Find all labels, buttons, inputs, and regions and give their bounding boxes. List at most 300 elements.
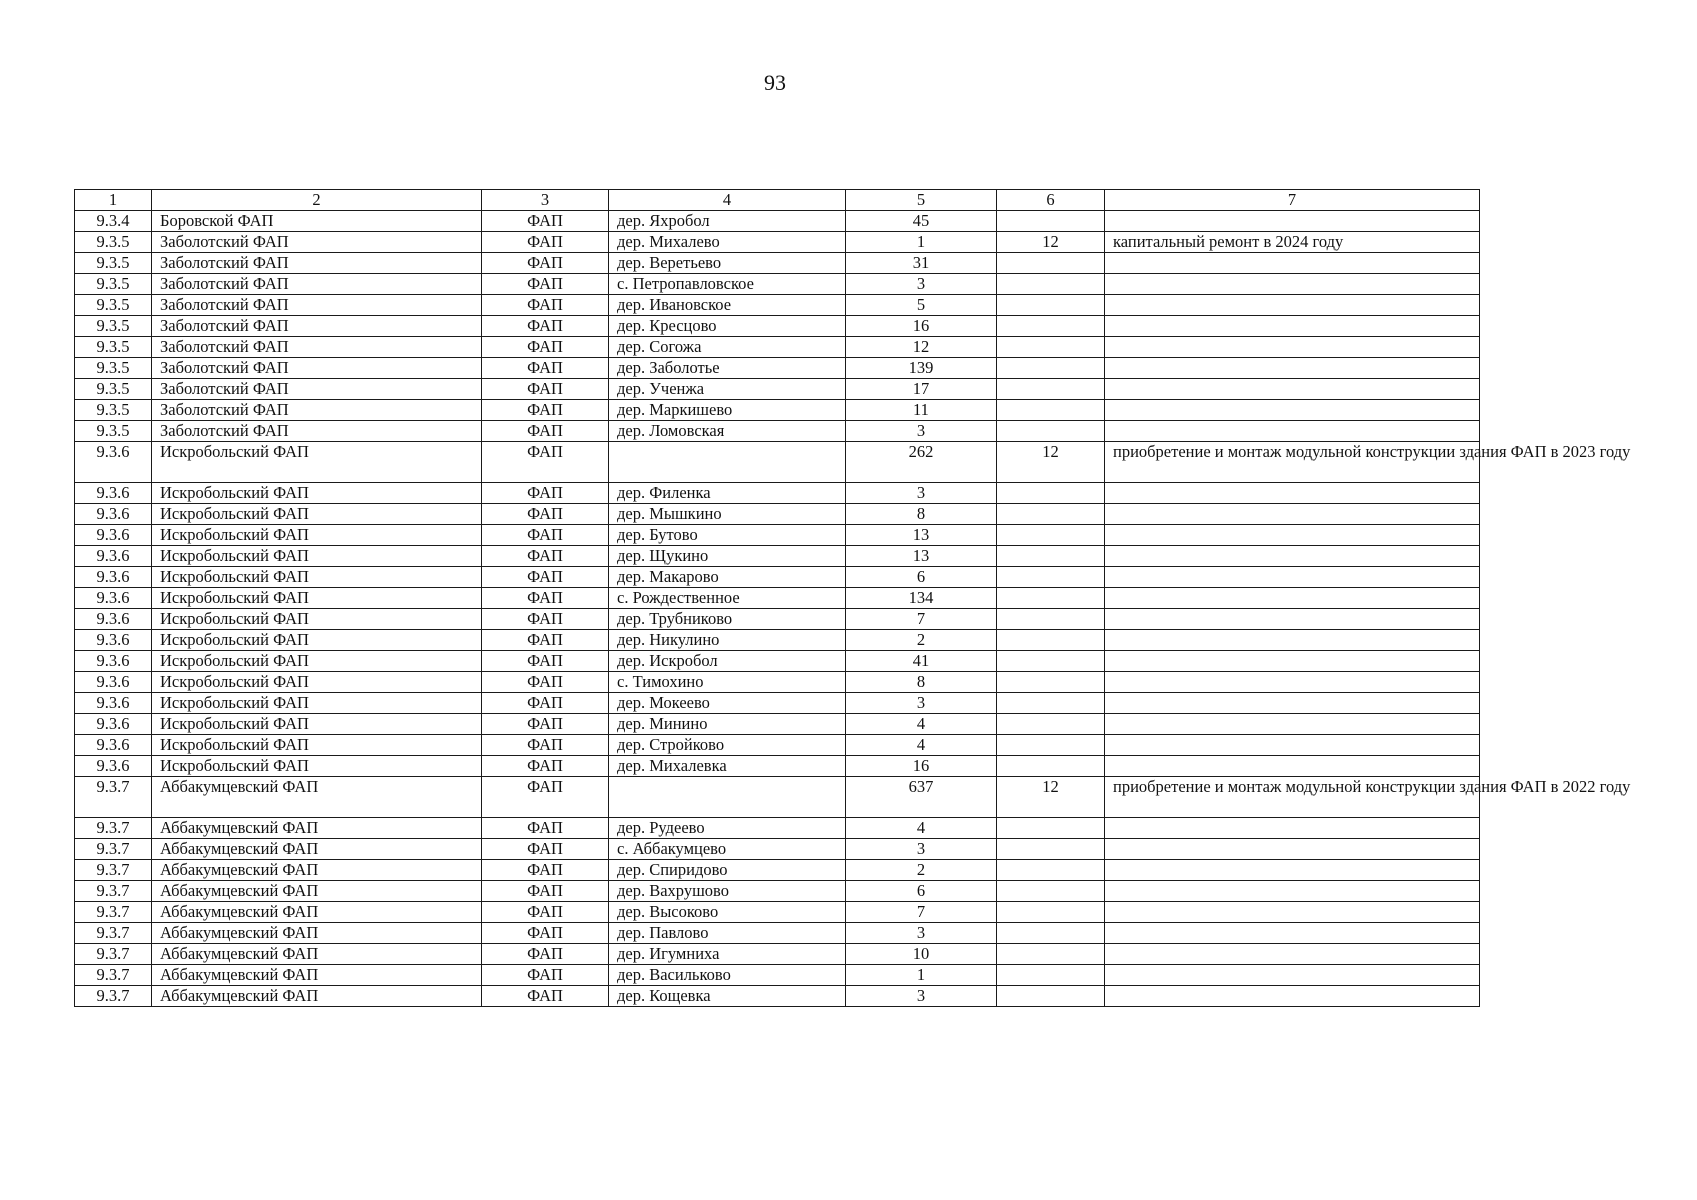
population-count: 2 [846, 630, 997, 651]
population-count: 16 [846, 756, 997, 777]
settlement-name: с. Рождественное [609, 588, 846, 609]
note-text [1105, 400, 1480, 421]
facility-type: ФАП [482, 902, 609, 923]
settlement-name: дер. Игумниха [609, 944, 846, 965]
table-body [75, 211, 1631, 1007]
facility-name: Заболотский ФАП [152, 295, 482, 316]
population-count: 1 [846, 232, 997, 253]
table-row [75, 777, 1480, 818]
item-code: 9.3.5 [75, 253, 152, 274]
facility-type: ФАП [482, 651, 609, 672]
note-text [1105, 211, 1480, 232]
facility-type: ФАП [482, 818, 609, 839]
table-row [75, 902, 1480, 923]
population-count: 13 [846, 525, 997, 546]
note-text: капитальный ремонт в 2024 году [1105, 232, 1480, 253]
item-code: 9.3.6 [75, 609, 152, 630]
settlement-name: дер. Кресцово [609, 316, 846, 337]
note-text [1105, 672, 1480, 693]
facility-name: Аббакумцевский ФАП [152, 881, 482, 902]
facility-name: Искробольский ФАП [152, 693, 482, 714]
term-value [997, 274, 1105, 295]
facility-type: ФАП [482, 777, 609, 818]
facility-name: Искробольский ФАП [152, 630, 482, 651]
facility-name: Заболотский ФАП [152, 421, 482, 442]
facility-name: Искробольский ФАП [152, 714, 482, 735]
facility-type: ФАП [482, 483, 609, 504]
facility-name: Аббакумцевский ФАП [152, 777, 482, 818]
facility-type: ФАП [482, 379, 609, 400]
item-code: 9.3.5 [75, 400, 152, 421]
column-header: 7 [1105, 190, 1480, 211]
term-value [997, 567, 1105, 588]
note-text [1105, 567, 1480, 588]
facility-name: Искробольский ФАП [152, 756, 482, 777]
term-value [997, 337, 1105, 358]
facility-type: ФАП [482, 232, 609, 253]
population-count: 4 [846, 818, 997, 839]
facility-name: Заболотский ФАП [152, 400, 482, 421]
term-value [997, 588, 1105, 609]
facility-name: Заболотский ФАП [152, 379, 482, 400]
term-value [997, 839, 1105, 860]
item-code: 9.3.7 [75, 839, 152, 860]
item-code: 9.3.6 [75, 442, 152, 483]
column-header: 1 [75, 190, 152, 211]
item-code: 9.3.5 [75, 274, 152, 295]
settlement-name: с. Аббакумцево [609, 839, 846, 860]
term-value [997, 295, 1105, 316]
table-row [75, 756, 1480, 777]
note-text [1105, 295, 1480, 316]
facility-name: Искробольский ФАП [152, 651, 482, 672]
facility-type: ФАП [482, 714, 609, 735]
item-code: 9.3.5 [75, 379, 152, 400]
note-text [1105, 379, 1480, 400]
note-text [1105, 860, 1480, 881]
term-value [997, 504, 1105, 525]
term-value [997, 818, 1105, 839]
table-row [75, 253, 1480, 274]
facility-type: ФАП [482, 986, 609, 1007]
population-count: 262 [846, 442, 997, 483]
facility-type: ФАП [482, 253, 609, 274]
table-header [75, 190, 1480, 211]
table-row [75, 211, 1480, 232]
term-value: 12 [997, 232, 1105, 253]
item-code: 9.3.6 [75, 588, 152, 609]
term-value [997, 944, 1105, 965]
table-row [75, 839, 1480, 860]
facility-name: Аббакумцевский ФАП [152, 965, 482, 986]
settlement-name: дер. Никулино [609, 630, 846, 651]
settlement-name: дер. Ивановское [609, 295, 846, 316]
table-row [75, 588, 1480, 609]
settlement-name: дер. Мышкино [609, 504, 846, 525]
table-row [75, 232, 1480, 253]
settlement-name: дер. Минино [609, 714, 846, 735]
facility-type: ФАП [482, 421, 609, 442]
term-value [997, 609, 1105, 630]
settlement-name: дер. Кощевка [609, 986, 846, 1007]
settlement-name: дер. Спиридово [609, 860, 846, 881]
item-code: 9.3.7 [75, 860, 152, 881]
facility-type: ФАП [482, 839, 609, 860]
settlement-name: дер. Васильково [609, 965, 846, 986]
item-code: 9.3.5 [75, 232, 152, 253]
facility-type: ФАП [482, 567, 609, 588]
facility-type: ФАП [482, 442, 609, 483]
table-row [75, 295, 1480, 316]
facility-name: Аббакумцевский ФАП [152, 986, 482, 1007]
facility-name: Аббакумцевский ФАП [152, 839, 482, 860]
population-count: 3 [846, 923, 997, 944]
term-value [997, 965, 1105, 986]
note-text [1105, 421, 1480, 442]
table-row [75, 337, 1480, 358]
settlement-name: дер. Ученжа [609, 379, 846, 400]
population-count: 16 [846, 316, 997, 337]
note-text [1105, 714, 1480, 735]
item-code: 9.3.5 [75, 421, 152, 442]
item-code: 9.3.6 [75, 483, 152, 504]
term-value [997, 211, 1105, 232]
table-row [75, 965, 1480, 986]
term-value [997, 735, 1105, 756]
facility-type: ФАП [482, 211, 609, 232]
facility-type: ФАП [482, 316, 609, 337]
facility-type: ФАП [482, 504, 609, 525]
item-code: 9.3.7 [75, 944, 152, 965]
settlement-name: с. Петропавловское [609, 274, 846, 295]
facility-type: ФАП [482, 400, 609, 421]
population-count: 13 [846, 546, 997, 567]
facility-name: Аббакумцевский ФАП [152, 860, 482, 881]
facility-name: Заболотский ФАП [152, 358, 482, 379]
item-code: 9.3.6 [75, 714, 152, 735]
settlement-name [609, 442, 846, 483]
note-text [1105, 986, 1480, 1007]
table-row [75, 714, 1480, 735]
note-text [1105, 358, 1480, 379]
table-row [75, 693, 1480, 714]
item-code: 9.3.6 [75, 630, 152, 651]
facility-type: ФАП [482, 358, 609, 379]
item-code: 9.3.5 [75, 295, 152, 316]
table-row [75, 400, 1480, 421]
note-text [1105, 316, 1480, 337]
facility-type: ФАП [482, 337, 609, 358]
term-value [997, 714, 1105, 735]
settlement-name: дер. Согожа [609, 337, 846, 358]
facility-name: Искробольский ФАП [152, 483, 482, 504]
facility-name: Искробольский ФАП [152, 672, 482, 693]
facility-type: ФАП [482, 860, 609, 881]
item-code: 9.3.7 [75, 777, 152, 818]
item-code: 9.3.5 [75, 358, 152, 379]
settlement-name: дер. Ломовская [609, 421, 846, 442]
population-count: 7 [846, 902, 997, 923]
table-row [75, 944, 1480, 965]
item-code: 9.3.7 [75, 923, 152, 944]
note-text [1105, 944, 1480, 965]
note-text [1105, 630, 1480, 651]
population-count: 5 [846, 295, 997, 316]
facility-type: ФАП [482, 546, 609, 567]
note-text [1105, 504, 1480, 525]
term-value [997, 756, 1105, 777]
column-header: 4 [609, 190, 846, 211]
settlement-name: дер. Павлово [609, 923, 846, 944]
item-code: 9.3.7 [75, 965, 152, 986]
population-count: 8 [846, 504, 997, 525]
note-text [1105, 881, 1480, 902]
facility-type: ФАП [482, 630, 609, 651]
facility-name: Заболотский ФАП [152, 253, 482, 274]
term-value [997, 253, 1105, 274]
settlement-name: дер. Рудеево [609, 818, 846, 839]
population-count: 11 [846, 400, 997, 421]
facility-name: Аббакумцевский ФАП [152, 923, 482, 944]
item-code: 9.3.6 [75, 525, 152, 546]
settlement-name: дер. Заболотье [609, 358, 846, 379]
item-code: 9.3.6 [75, 651, 152, 672]
settlement-name: дер. Искробол [609, 651, 846, 672]
facility-type: ФАП [482, 944, 609, 965]
table-row [75, 567, 1480, 588]
settlement-name: дер. Стройково [609, 735, 846, 756]
population-count: 6 [846, 567, 997, 588]
settlement-name: дер. Трубниково [609, 609, 846, 630]
table-row [75, 358, 1480, 379]
term-value [997, 525, 1105, 546]
term-value [997, 693, 1105, 714]
note-text [1105, 609, 1480, 630]
settlement-name: дер. Михалевка [609, 756, 846, 777]
settlement-name: дер. Филенка [609, 483, 846, 504]
population-count: 4 [846, 714, 997, 735]
facility-type: ФАП [482, 672, 609, 693]
population-count: 41 [846, 651, 997, 672]
term-value [997, 379, 1105, 400]
note-text [1105, 253, 1480, 274]
settlement-name: дер. Яхробол [609, 211, 846, 232]
facility-type: ФАП [482, 274, 609, 295]
table-row [75, 923, 1480, 944]
facility-name: Искробольский ФАП [152, 735, 482, 756]
population-count: 10 [846, 944, 997, 965]
table-row [75, 504, 1480, 525]
note-text [1105, 735, 1480, 756]
page-number: 93 [764, 70, 786, 95]
settlement-name: дер. Макарово [609, 567, 846, 588]
population-count: 3 [846, 839, 997, 860]
population-count: 6 [846, 881, 997, 902]
table-row [75, 672, 1480, 693]
facility-name: Искробольский ФАП [152, 567, 482, 588]
term-value [997, 630, 1105, 651]
term-value [997, 902, 1105, 923]
item-code: 9.3.7 [75, 881, 152, 902]
settlement-name: дер. Маркишево [609, 400, 846, 421]
item-code: 9.3.5 [75, 316, 152, 337]
note-text [1105, 588, 1480, 609]
table-row [75, 379, 1480, 400]
term-value: 12 [997, 442, 1105, 483]
note-text [1105, 483, 1480, 504]
settlement-name: с. Тимохино [609, 672, 846, 693]
term-value [997, 672, 1105, 693]
table-row [75, 609, 1480, 630]
note-text: приобретение и монтаж модульной конструкции здания ФАП в 2022 году [1105, 777, 1480, 818]
population-count: 139 [846, 358, 997, 379]
facility-type: ФАП [482, 693, 609, 714]
item-code: 9.3.7 [75, 986, 152, 1007]
population-count: 3 [846, 986, 997, 1007]
table-row [75, 483, 1480, 504]
population-count: 8 [846, 672, 997, 693]
item-code: 9.3.6 [75, 756, 152, 777]
settlement-name: дер. Веретьево [609, 253, 846, 274]
item-code: 9.3.6 [75, 672, 152, 693]
term-value: 12 [997, 777, 1105, 818]
table-row [75, 316, 1480, 337]
table-row [75, 651, 1480, 672]
population-count: 3 [846, 483, 997, 504]
population-count: 45 [846, 211, 997, 232]
facility-type: ФАП [482, 609, 609, 630]
population-count: 3 [846, 693, 997, 714]
table-row [75, 421, 1480, 442]
item-code: 9.3.5 [75, 337, 152, 358]
term-value [997, 986, 1105, 1007]
table-row [75, 525, 1480, 546]
facility-type: ФАП [482, 525, 609, 546]
note-text [1105, 839, 1480, 860]
note-text [1105, 525, 1480, 546]
table-row [75, 860, 1480, 881]
facility-name: Искробольский ФАП [152, 588, 482, 609]
facility-name: Аббакумцевский ФАП [152, 944, 482, 965]
population-count: 7 [846, 609, 997, 630]
note-text [1105, 693, 1480, 714]
population-count: 134 [846, 588, 997, 609]
facility-name: Заболотский ФАП [152, 232, 482, 253]
facility-name: Искробольский ФАП [152, 546, 482, 567]
population-count: 1 [846, 965, 997, 986]
population-count: 4 [846, 735, 997, 756]
population-count: 3 [846, 421, 997, 442]
item-code: 9.3.6 [75, 735, 152, 756]
note-text [1105, 274, 1480, 295]
facility-name: Искробольский ФАП [152, 442, 482, 483]
term-value [997, 651, 1105, 672]
settlement-name: дер. Высоково [609, 902, 846, 923]
note-text [1105, 923, 1480, 944]
facilities-table [74, 189, 1631, 1007]
table-row [75, 630, 1480, 651]
item-code: 9.3.6 [75, 546, 152, 567]
column-header: 2 [152, 190, 482, 211]
note-text [1105, 546, 1480, 567]
facility-name: Искробольский ФАП [152, 504, 482, 525]
header-row [75, 190, 1480, 211]
population-count: 2 [846, 860, 997, 881]
population-count: 3 [846, 274, 997, 295]
item-code: 9.3.7 [75, 818, 152, 839]
term-value [997, 421, 1105, 442]
term-value [997, 923, 1105, 944]
table-row [75, 442, 1480, 483]
facility-name: Аббакумцевский ФАП [152, 902, 482, 923]
item-code: 9.3.6 [75, 504, 152, 525]
table-row [75, 546, 1480, 567]
table-row [75, 274, 1480, 295]
note-text [1105, 965, 1480, 986]
facility-type: ФАП [482, 756, 609, 777]
column-header: 3 [482, 190, 609, 211]
facility-type: ФАП [482, 295, 609, 316]
population-count: 637 [846, 777, 997, 818]
item-code: 9.3.4 [75, 211, 152, 232]
table-row [75, 735, 1480, 756]
item-code: 9.3.6 [75, 567, 152, 588]
item-code: 9.3.6 [75, 693, 152, 714]
table-row [75, 881, 1480, 902]
table-row [75, 986, 1480, 1007]
column-header: 5 [846, 190, 997, 211]
facility-name: Искробольский ФАП [152, 525, 482, 546]
term-value [997, 358, 1105, 379]
term-value [997, 546, 1105, 567]
facility-type: ФАП [482, 965, 609, 986]
item-code: 9.3.7 [75, 902, 152, 923]
facility-type: ФАП [482, 588, 609, 609]
settlement-name: дер. Бутово [609, 525, 846, 546]
population-count: 12 [846, 337, 997, 358]
table-row [75, 818, 1480, 839]
settlement-name: дер. Михалево [609, 232, 846, 253]
term-value [997, 483, 1105, 504]
population-count: 17 [846, 379, 997, 400]
facility-name: Аббакумцевский ФАП [152, 818, 482, 839]
term-value [997, 400, 1105, 421]
term-value [997, 881, 1105, 902]
facility-type: ФАП [482, 923, 609, 944]
facility-type: ФАП [482, 735, 609, 756]
facility-name: Искробольский ФАП [152, 609, 482, 630]
note-text: приобретение и монтаж модульной конструкции здания ФАП в 2023 году [1105, 442, 1480, 483]
term-value [997, 860, 1105, 881]
facility-name: Заболотский ФАП [152, 274, 482, 295]
note-text [1105, 902, 1480, 923]
facility-type: ФАП [482, 881, 609, 902]
note-text [1105, 337, 1480, 358]
settlement-name [609, 777, 846, 818]
settlement-name: дер. Мокеево [609, 693, 846, 714]
note-text [1105, 756, 1480, 777]
settlement-name: дер. Щукино [609, 546, 846, 567]
note-text [1105, 651, 1480, 672]
facility-name: Заболотский ФАП [152, 337, 482, 358]
term-value [997, 316, 1105, 337]
column-header: 6 [997, 190, 1105, 211]
facility-name: Боровской ФАП [152, 211, 482, 232]
population-count: 31 [846, 253, 997, 274]
facility-name: Заболотский ФАП [152, 316, 482, 337]
settlement-name: дер. Вахрушово [609, 881, 846, 902]
note-text [1105, 818, 1480, 839]
